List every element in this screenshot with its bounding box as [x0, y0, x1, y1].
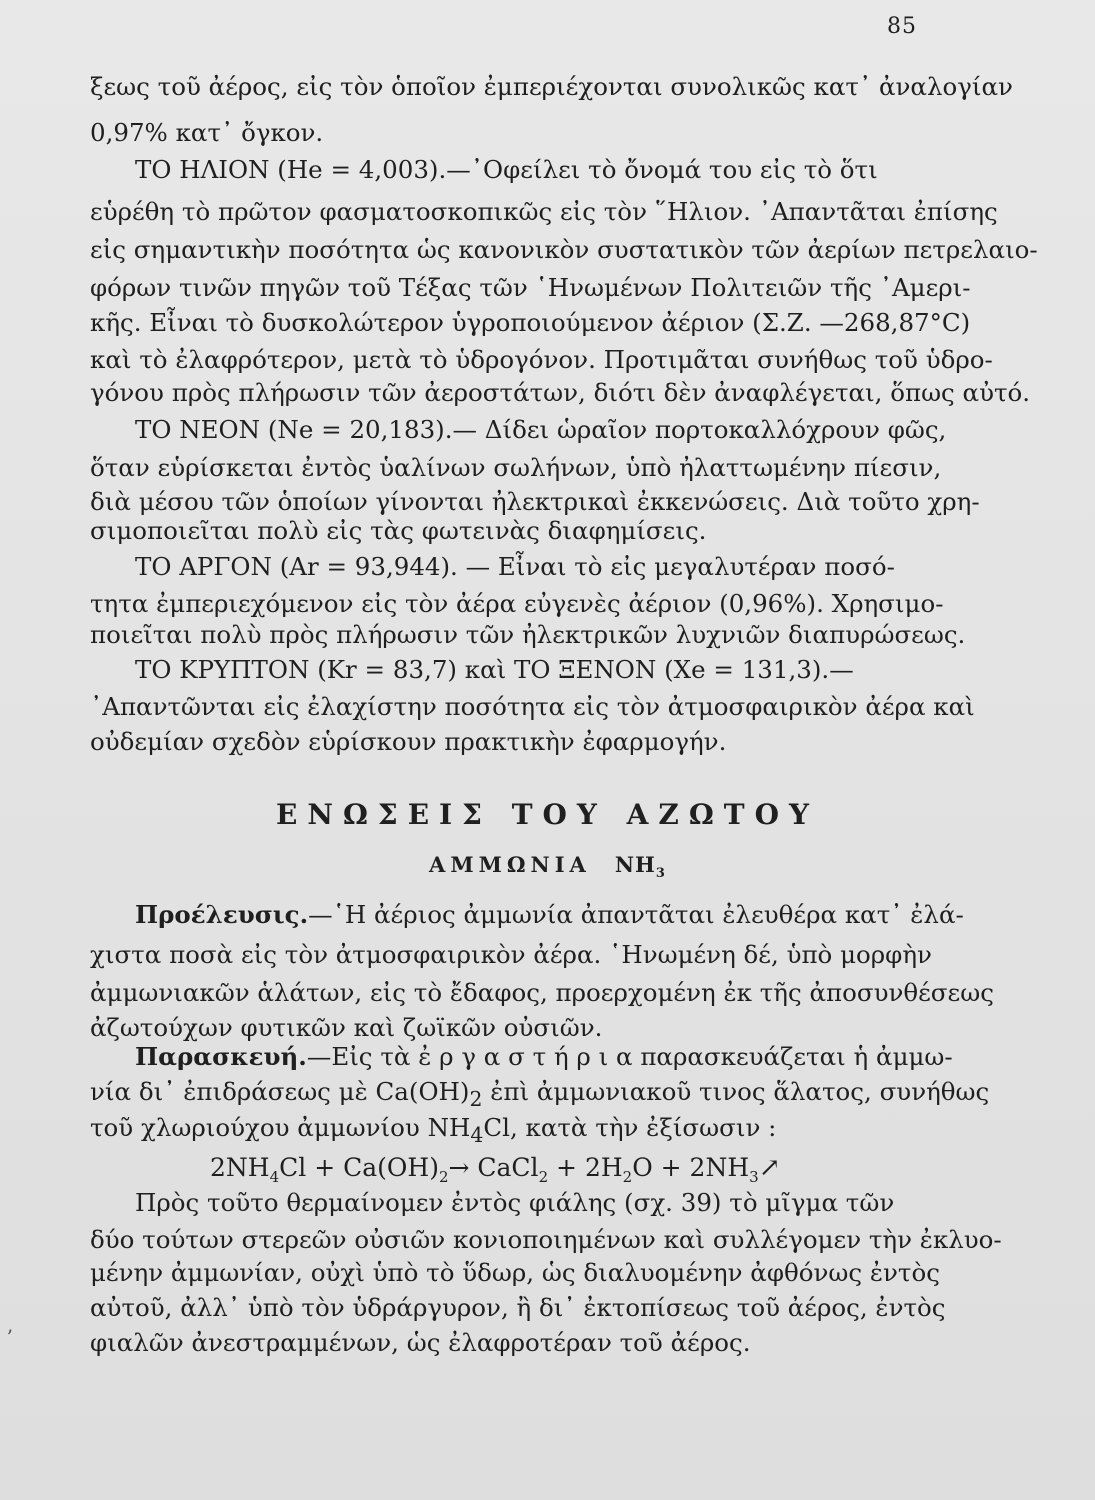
text-line: ἀμμωνιακῶν ἁλάτων, εἰς τὸ ἔδαφος, προερχομένη ἐκ τῆς ἀποσυνθέσεως: [90, 978, 994, 1007]
text-line: ΤΟ ΑΡΓΟΝ (Ar = 93,944). — Εἶναι τὸ εἰς μεγαλυτέραν ποσό-: [135, 552, 895, 581]
text-line: γόνου πρὸς πλήρωσιν τῶν ἀεροστάτων, διότι δὲν ἀναφλέγεται, ὅπως αὐτό.: [90, 378, 1031, 407]
subsection-name: ΑΜΜΩΝΙΑ: [429, 852, 591, 877]
text-line: εἰς σημαντικὴν ποσότητα ὡς κανονικὸν συστατικὸν τῶν ἀερίων πετρελαιο-: [90, 235, 1038, 264]
text-line: νία δι᾽ ἐπιδράσεως μὲ $Ca(OH)_2$ ἐπὶ ἀμμωνιακοῦ τινος ἅλατος, συνήθως: [90, 1077, 990, 1111]
section-heading: ΕΝΩΣΕΙΣ ΤΟΥ ΑΖΩΤΟΥ: [276, 798, 819, 831]
text-line: μένην ἀμμωνίαν, οὐχὶ ὑπὸ τὸ ὕδωρ, ὡς διαλυομένην ἀφθόνως ἐντὸς: [90, 1258, 940, 1287]
text-line: ΤΟ ΗΛΙΟΝ (He = 4,003).—᾽Οφείλει τὸ ὄνομά του εἰς τὸ ὅτι: [135, 155, 878, 184]
text-line: καὶ τὸ ἐλαφρότερον, μετὰ τὸ ὑδρογόνον. Προτιμᾶται συνήθως τοῦ ὑδρο-: [90, 345, 993, 374]
page-number: 85: [887, 14, 917, 39]
text-line: 0,97% κατ᾽ ὄγκον.: [90, 118, 324, 147]
text-line: ΤΟ ΝΕΟΝ (Ne = 20,183).— Δίδει ὡραῖον πορτοκαλλόχρουν φῶς,: [135, 415, 947, 444]
text-line: ᾽Απαντῶνται εἰς ἐλαχίστην ποσότητα εἰς τὸν ἀτμοσφαιρικὸν ἀέρα καὶ: [90, 692, 975, 721]
text-line: φόρων τινῶν πηγῶν τοῦ Τέξας τῶν ῾Ηνωμένων Πολιτειῶν τῆς ᾽Αμερι-: [90, 273, 971, 302]
text-line: φιαλῶν ἀνεστραμμένων, ὡς ἐλαφροτέραν τοῦ ἀέρος.: [90, 1328, 751, 1357]
text-line: ξεως τοῦ ἀέρος, εἰς τὸν ὁποῖον ἐμπεριέχονται συνολικῶς κατ᾽ ἀναλογίαν: [90, 72, 1013, 101]
text-line: κῆς. Εἶναι τὸ δυσκολώτερον ὑγροποιούμενον ἀέριον (Σ.Ζ. —268,87°C): [90, 308, 971, 337]
text-line: τοῦ χλωριούχου ἀμμωνίου $NH_4Cl$, κατὰ τὴν ἐξίσωσιν :: [90, 1113, 777, 1147]
text-line: δύο τούτων στερεῶν οὐσιῶν κονιοποιημένων καὶ συλλέγομεν τὴν ἐκλυο-: [90, 1225, 1002, 1254]
paragraph-first-line: Προέλευσις.—῾Η ἀέριος ἀμμωνία ἀπαντᾶται ἐλευθέρα κατ᾽ ἐλά-: [135, 900, 964, 929]
paragraph-first-line: Παρασκευή.—Εἰς τὰ ἐ ρ γ α σ τ ή ρ ι α παρασκευάζεται ἡ ἀμμω-: [135, 1042, 953, 1071]
text-line: αὐτοῦ, ἀλλ᾽ ὑπὸ τὸν ὑδράργυρον, ἢ δι᾽ ἐκτοπίσεως τοῦ ἀέρος, ἐντὸς: [90, 1293, 946, 1322]
chemical-equation: $2NH_4Cl + Ca(OH)_2\to$ CaCl$_2$ + $2H_2O$ + $2NH_3↗$: [210, 1153, 781, 1186]
text-line: ΤΟ ΚΡΥΠΤΟΝ (Kr = 83,7) καὶ ΤΟ ΞΕΝΟΝ (Xe = 131,3).—: [135, 655, 854, 684]
text-line: Πρὸς τοῦτο θερμαίνομεν ἐντὸς φιάλης (σχ. 39) τὸ μῖγμα τῶν: [135, 1188, 895, 1217]
gas-arrow-icon: ↗: [758, 1153, 781, 1183]
text-line: χιστα ποσὰ εἰς τὸν ἀτμοσφαιρικὸν ἀέρα. ῾Ηνωμένη δέ, ὑπὸ μορφὴν: [90, 940, 932, 969]
text-line: οὐδεμίαν σχεδὸν εὑρίσκουν πρακτικὴν ἐφαρμογήν.: [90, 727, 727, 756]
ammonia-formula: $NH_3$: [614, 852, 666, 882]
text-line: διὰ μέσου τῶν ὁποίων γίνονται ἠλεκτρικαὶ ἐκκενώσεις. Διὰ τοῦτο χρη-: [90, 487, 980, 516]
subsection-heading: [0, 852, 1095, 881]
text-line: ἀζωτούχων φυτικῶν καὶ ζωϊκῶν οὐσιῶν.: [90, 1013, 603, 1042]
text-line: ὅταν εὑρίσκεται ἐντὸς ὑαλίνων σωλήνων, ὑπὸ ἠλαττωμένην πίεσιν,: [90, 453, 942, 482]
text-line: εὑρέθη τὸ πρῶτον φασματοσκοπικῶς εἰς τὸν ῞Ηλιον. ᾽Απαντᾶται ἐπίσης: [90, 197, 998, 226]
paraskeui-label: Παρασκευή.: [135, 1042, 307, 1071]
text-line: σιμοποιεῖται πολὺ εἰς τὰς φωτεινὰς διαφημίσεις.: [90, 516, 707, 545]
margin-tick-mark: ʼ: [6, 1325, 13, 1349]
text-line: τητα ἐμπεριεχόμενον εἰς τὸν ἀέρα εὐγενὲς ἀέριον (0,96%). Χρησιμο-: [90, 589, 944, 618]
proeleusis-label: Προέλευσις.: [135, 900, 309, 929]
text-line: ποιεῖται πολὺ πρὸς πλήρωσιν τῶν ἠλεκτρικῶν λυχνιῶν διαπυρώσεως.: [90, 620, 966, 649]
